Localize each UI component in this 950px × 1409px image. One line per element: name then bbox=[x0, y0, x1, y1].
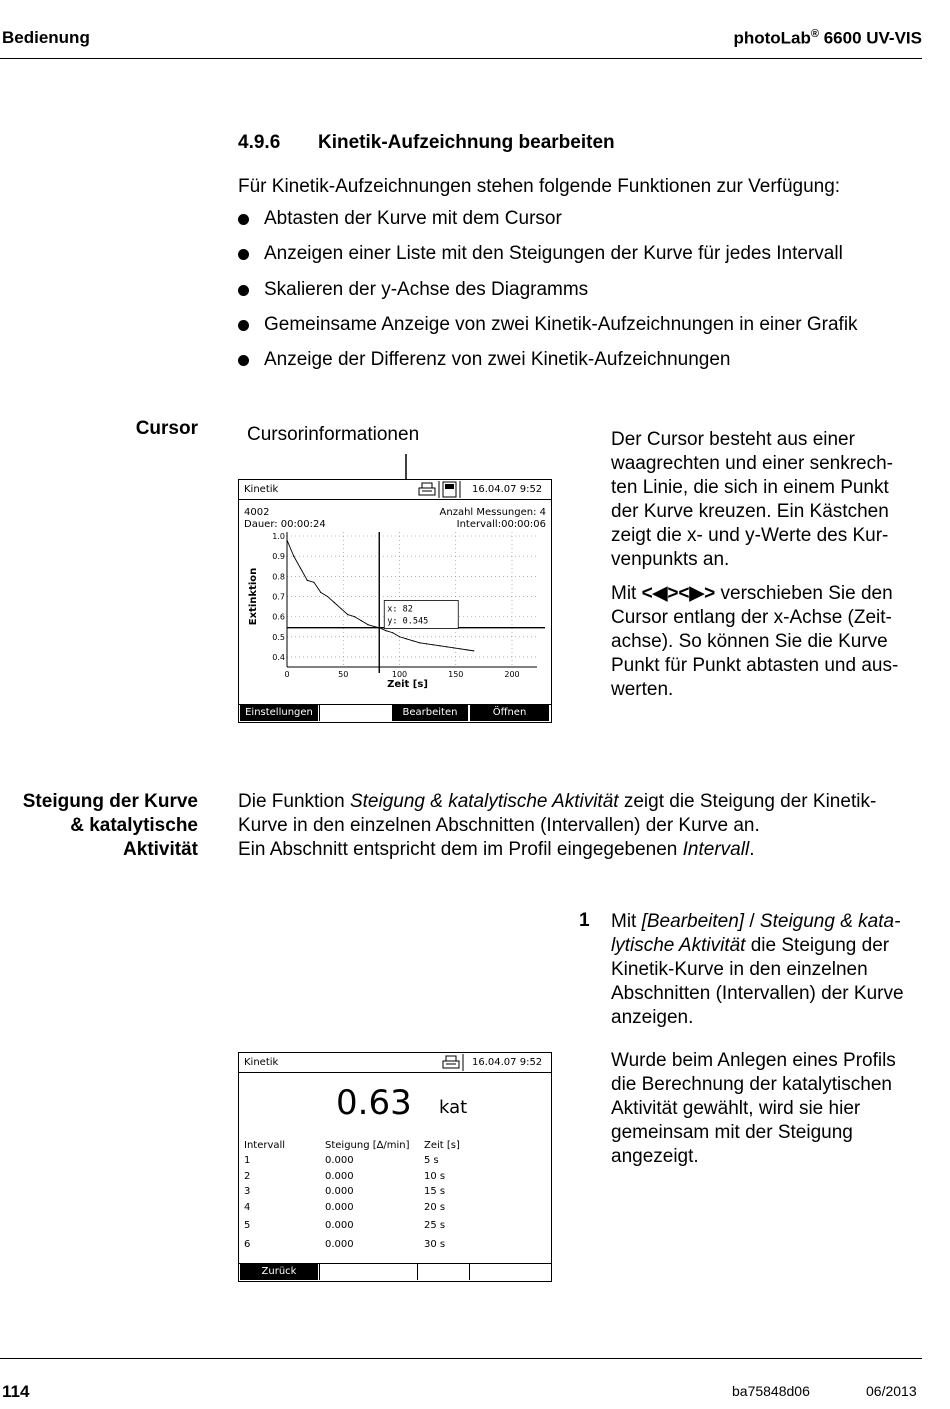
margin-label-cursor: Cursor bbox=[135, 418, 198, 439]
data-point bbox=[286, 539, 287, 540]
x-tick-label: 50 bbox=[338, 670, 349, 679]
header-rule bbox=[0, 58, 922, 59]
header-reg: ® bbox=[810, 28, 819, 40]
kinetik-chart[interactable] bbox=[239, 532, 551, 704]
step-text: Mit [Bearbeiten] / Steigung & kata-lytische Aktivität die Steigung der Kinetik-Kurve in den einzelnen Abschnitten (Intervallen) der Kurve anzeigen. bbox=[611, 911, 904, 1028]
slope-description: Die Funktion Steigung & katalytische Aktivität zeigt die Steigung der Kinetik- Kurve in den einzelnen Abschnitten (Intervallen) der Kurve an. Ein Abschnitt entspricht dem im Profil eingegebenen Intervall. bbox=[238, 791, 877, 860]
y-tick-label: 0.6 bbox=[272, 612, 285, 622]
table-cell: 20 s bbox=[424, 1202, 446, 1213]
data-point bbox=[473, 650, 474, 651]
duration: Dauer: 00:00:24 bbox=[244, 519, 326, 530]
activity-value: 0.63 bbox=[336, 1083, 412, 1123]
y-tick-label: 0.4 bbox=[272, 652, 285, 662]
doc-date: 06/2013 bbox=[866, 1383, 917, 1399]
section-heading bbox=[238, 132, 615, 154]
softkey-empty[interactable] bbox=[469, 1264, 551, 1280]
x-tick-label: 100 bbox=[391, 670, 408, 679]
header-model: 6600 UV-VIS bbox=[818, 28, 922, 48]
header-left: Bedienung bbox=[2, 28, 90, 47]
data-point bbox=[412, 640, 413, 641]
page-number: 114 bbox=[2, 1382, 30, 1401]
data-point bbox=[367, 624, 368, 625]
data-point bbox=[320, 592, 321, 593]
softkey-bar bbox=[239, 1264, 551, 1280]
table-cell: 0.000 bbox=[325, 1239, 354, 1250]
y-tick-label: 1.0 bbox=[272, 532, 285, 541]
section-title: Kinetik-Aufzeichnung bearbeiten bbox=[318, 132, 615, 153]
data-point bbox=[293, 556, 294, 557]
table-cell: 15 s bbox=[424, 1186, 446, 1197]
activity-unit: kat bbox=[439, 1097, 468, 1118]
printer-icon[interactable] bbox=[415, 480, 463, 499]
table-cell: 25 s bbox=[424, 1220, 446, 1231]
y-tick-label: 0.8 bbox=[272, 572, 285, 582]
screen-title: Kinetik bbox=[244, 484, 279, 495]
screen-datetime: 16.04.07 9:52 bbox=[472, 1057, 543, 1068]
data-point bbox=[354, 616, 355, 617]
data-point bbox=[399, 636, 400, 637]
screen-datetime: 16.04.07 9:52 bbox=[472, 484, 543, 495]
data-point bbox=[419, 642, 420, 643]
table-cell: 2 bbox=[244, 1171, 251, 1182]
data-point bbox=[300, 568, 301, 569]
data-point bbox=[327, 596, 328, 597]
col-intervall: Intervall bbox=[244, 1140, 286, 1151]
x-tick-label: 200 bbox=[504, 670, 520, 679]
callout-label: Cursorinformationen bbox=[247, 424, 420, 445]
data-point bbox=[307, 580, 308, 581]
catalytic-note: Wurde beim Anlegen eines Profils die Berechnung der katalytischen Aktivität gewählt, wird sie hier gemeinsam mit der Steigung angezeigt. bbox=[611, 1050, 896, 1167]
table-cell: 0.000 bbox=[325, 1202, 354, 1213]
softkey-bar bbox=[239, 705, 551, 721]
data-point bbox=[313, 582, 314, 583]
data-point bbox=[433, 644, 434, 645]
data-point bbox=[406, 638, 407, 639]
col-steigung: Steigung [∆/min] bbox=[325, 1140, 410, 1151]
cursor-description: Der Cursor besteht aus einer waagrechten und einer senkrech-ten Linie, die sich in einem Punkt der Kurve kreuzen. Ein Kästchen zeigt die x- und y-Werte des Kur-venpunkts an. bbox=[611, 429, 894, 570]
kinetik-screen bbox=[238, 479, 552, 723]
y-axis-label: Extinktion bbox=[248, 567, 259, 626]
data-point bbox=[392, 632, 393, 633]
footer-rule bbox=[0, 1358, 922, 1359]
x-tick-label: 0 bbox=[284, 670, 290, 679]
softkey-empty[interactable] bbox=[417, 1264, 469, 1280]
table-cell: 5 bbox=[244, 1220, 251, 1231]
y-tick-label: 0.7 bbox=[272, 592, 285, 602]
sample-id: 4002 bbox=[244, 507, 270, 518]
x-axis-label: Zeit [s] bbox=[387, 679, 428, 690]
cursor-keys-description: Mit <◀><▶> verschieben Sie den Cursor entlang der x-Achse (Zeit-achse). So können Sie die Kurve Punkt für Punkt abtasten und aus-werten. bbox=[611, 583, 899, 700]
softkey-empty[interactable] bbox=[319, 1264, 417, 1280]
col-zeit: Zeit [s] bbox=[424, 1140, 460, 1151]
table-cell: 6 bbox=[244, 1239, 251, 1250]
margin-label-slope: Steigung der Kurve & katalytische Aktivität bbox=[22, 791, 198, 860]
header-right bbox=[733, 28, 922, 49]
softkey-oeffnen[interactable]: Öffnen bbox=[470, 705, 549, 721]
section-number: 4.9.6 bbox=[238, 132, 281, 153]
data-point bbox=[340, 608, 341, 609]
data-point bbox=[334, 602, 335, 603]
y-tick-label: 0.5 bbox=[272, 632, 285, 642]
screen-title: Kinetik bbox=[244, 1057, 279, 1068]
data-point bbox=[460, 648, 461, 649]
table-cell: 10 s bbox=[424, 1171, 446, 1182]
section-intro: Für Kinetik-Aufzeichnungen stehen folgende Funktionen zur Verfügung: bbox=[238, 176, 841, 197]
table-cell: 0.000 bbox=[325, 1220, 354, 1231]
x-tick-label: 150 bbox=[448, 670, 464, 679]
softkey-empty[interactable] bbox=[319, 705, 391, 721]
table-cell: 0.000 bbox=[325, 1171, 354, 1182]
data-point bbox=[361, 620, 362, 621]
cursor-y-readout: y: 0.545 bbox=[387, 616, 429, 627]
data-point bbox=[466, 649, 467, 650]
table-cell: 30 s bbox=[424, 1239, 446, 1250]
table-cell: 5 s bbox=[424, 1155, 439, 1166]
series-line bbox=[287, 540, 474, 651]
data-point bbox=[347, 614, 348, 615]
data-point bbox=[385, 630, 386, 631]
table-cell: 0.000 bbox=[325, 1155, 354, 1166]
toolbar-icons bbox=[415, 480, 463, 499]
table-cell: 1 bbox=[244, 1155, 251, 1166]
arrow-keys: <◀><▶> bbox=[641, 583, 716, 604]
softkey-bearbeiten[interactable]: Bearbeiten bbox=[392, 705, 468, 721]
data-point bbox=[453, 647, 454, 648]
data-point bbox=[426, 643, 427, 644]
step-number: 1 bbox=[579, 910, 590, 931]
measure-count: Anzahl Messungen: 4 bbox=[439, 507, 546, 518]
table-cell: 3 bbox=[244, 1186, 251, 1197]
data-point bbox=[446, 646, 447, 647]
printer-icon[interactable] bbox=[439, 1053, 465, 1072]
y-tick-label: 0.9 bbox=[272, 552, 285, 562]
softkey-zurueck[interactable]: Zurück bbox=[240, 1264, 318, 1280]
header-brand: photoLab bbox=[733, 28, 811, 48]
cursor-x-readout: x: 82 bbox=[387, 604, 413, 615]
table-cell: 0.000 bbox=[325, 1186, 354, 1197]
doc-number: ba75848d06 bbox=[732, 1383, 810, 1399]
softkey-einstellungen[interactable]: Einstellungen bbox=[240, 705, 318, 721]
interval: Intervall:00:00:06 bbox=[456, 519, 546, 530]
table-cell: 4 bbox=[244, 1202, 251, 1213]
data-point bbox=[439, 645, 440, 646]
slope-screen bbox=[238, 1052, 552, 1282]
